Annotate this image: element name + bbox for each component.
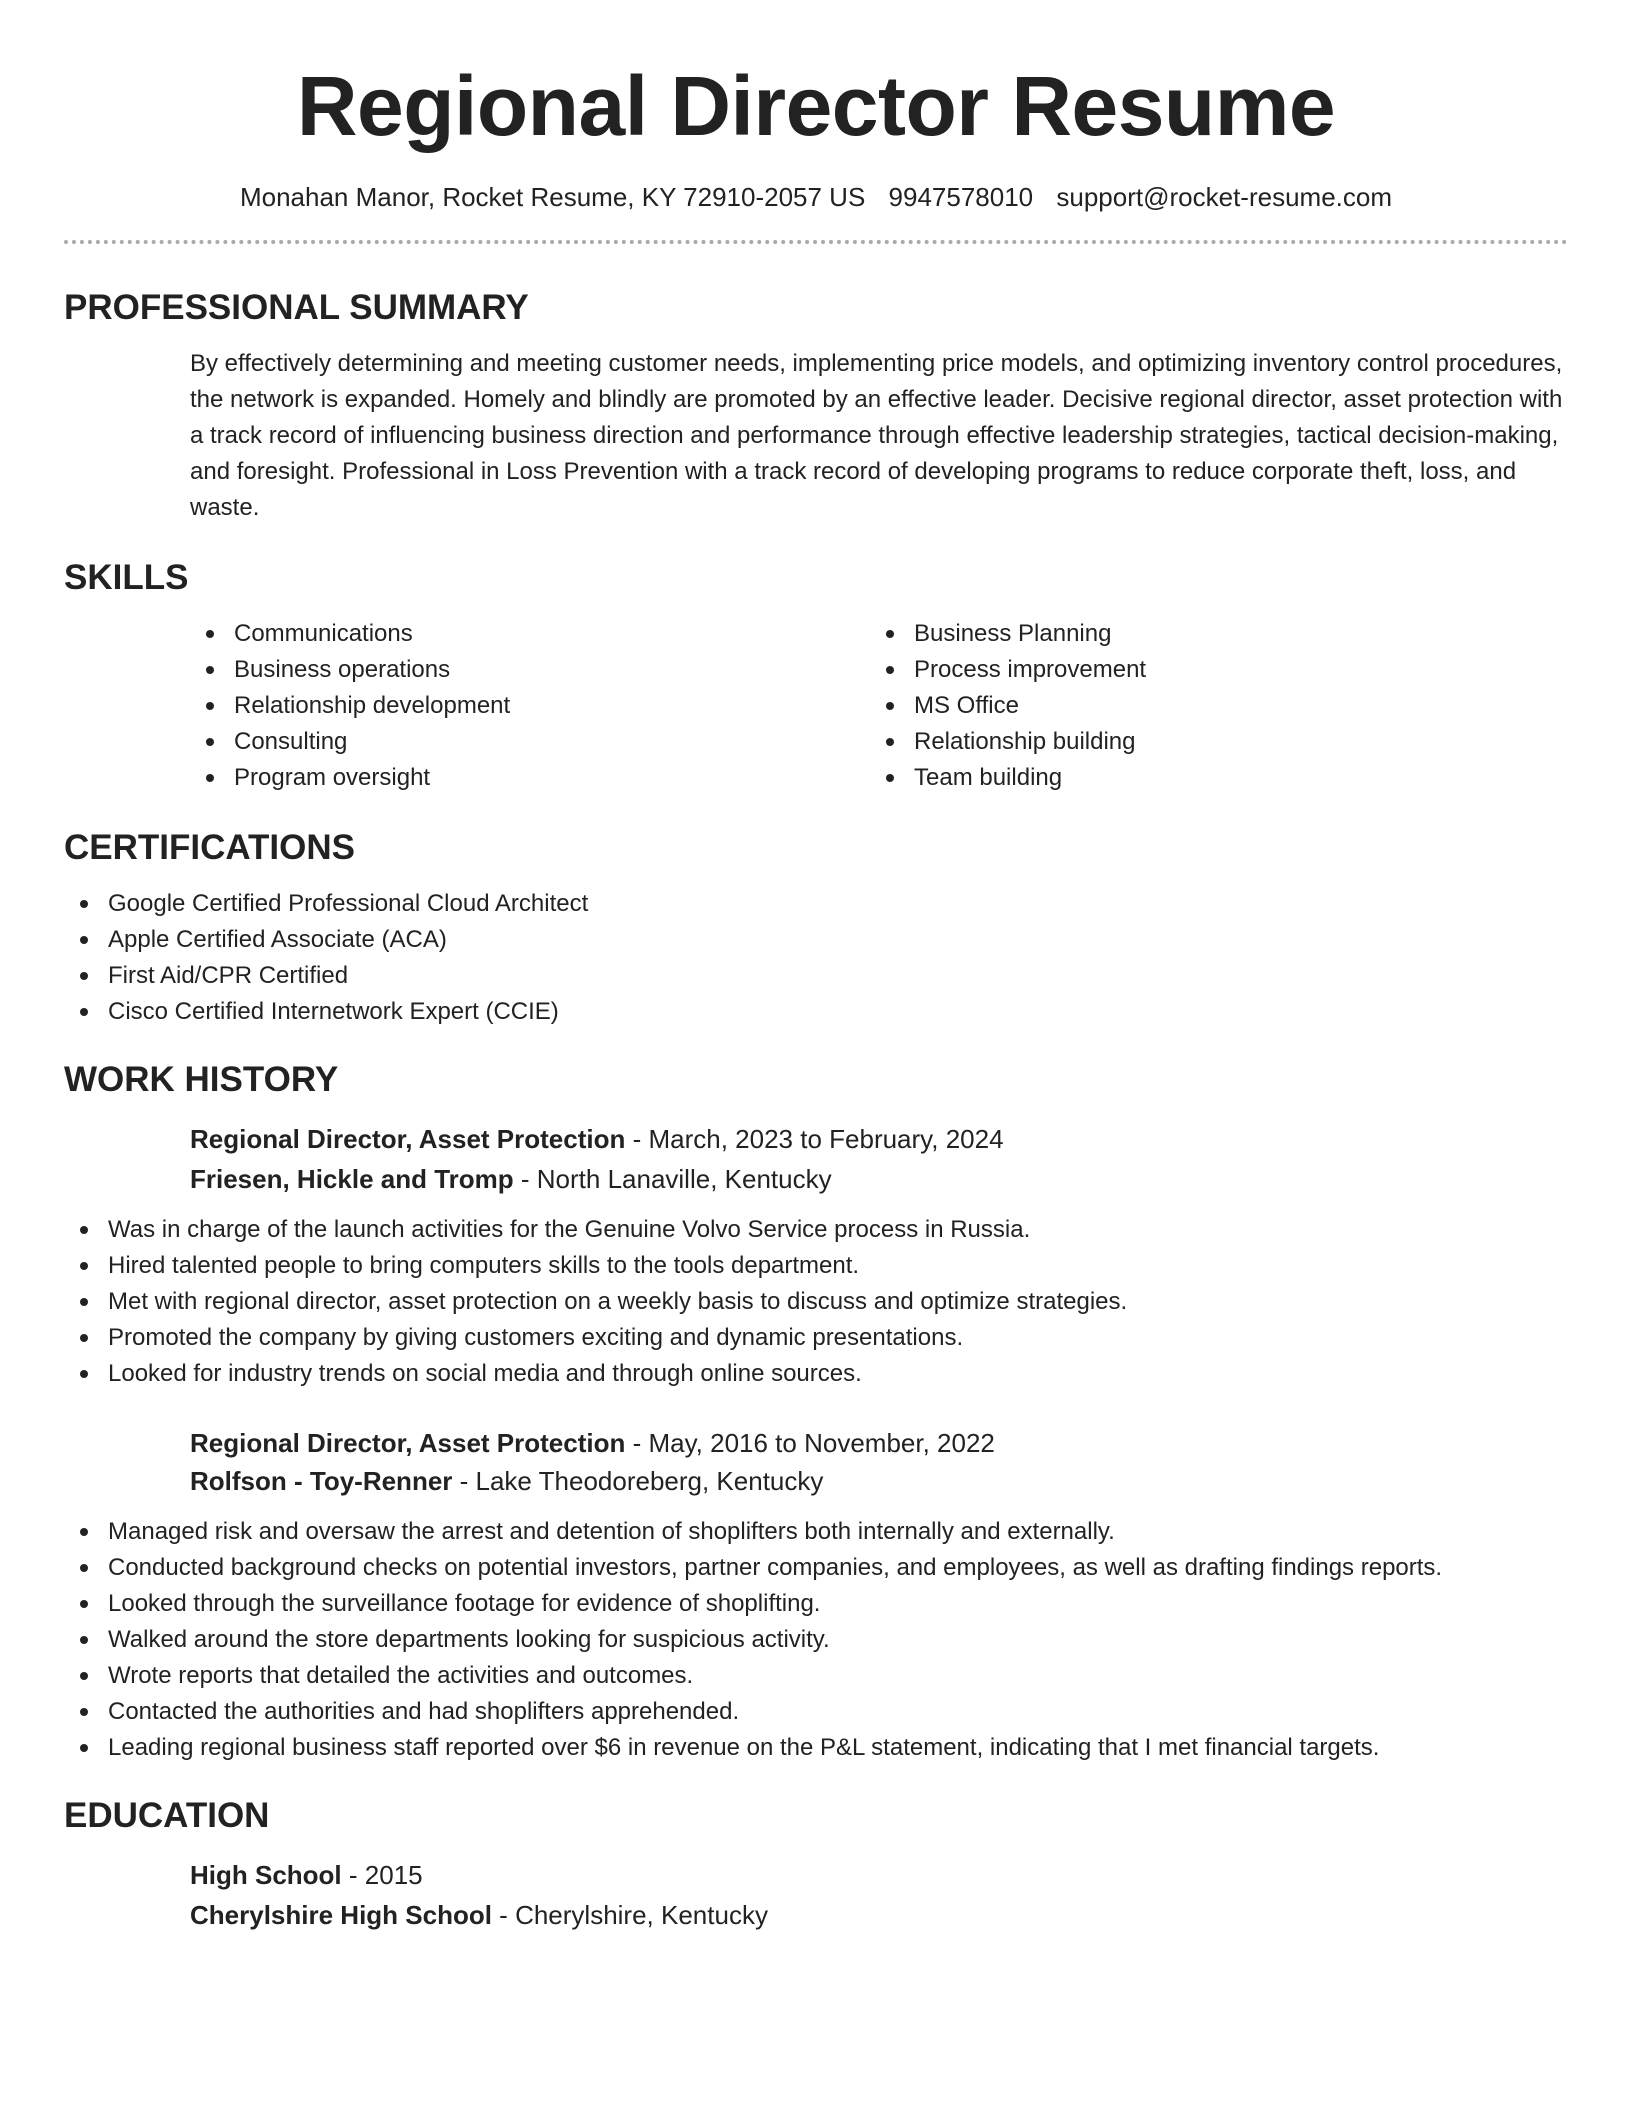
contact-email: support@rocket-resume.com bbox=[1056, 182, 1393, 212]
certification-item: Apple Certified Associate (ACA) bbox=[64, 922, 1568, 958]
certifications-section bbox=[64, 826, 1568, 1030]
separator: - bbox=[491, 1900, 516, 1930]
job-bullet: Promoted the company by giving customers exciting and dynamic presentations. bbox=[64, 1320, 1568, 1356]
separator: - bbox=[341, 1860, 365, 1890]
job-bullet: Walked around the store departments looking for suspicious activity. bbox=[64, 1622, 1568, 1658]
resume-title: Regional Director Resume bbox=[296, 59, 1336, 153]
work-heading: WORK HISTORY bbox=[64, 1060, 339, 1099]
education-school-line bbox=[190, 1896, 1568, 1934]
job-bullet: Contacted the authorities and had shoplifters apprehended. bbox=[64, 1694, 1568, 1730]
skill-item: Communications bbox=[190, 616, 870, 652]
skill-item: Business operations bbox=[190, 652, 870, 688]
job-entry bbox=[190, 1424, 1568, 1500]
certifications-heading: CERTIFICATIONS bbox=[64, 828, 356, 867]
skill-item: Relationship building bbox=[870, 724, 1550, 760]
summary-section bbox=[64, 286, 1568, 526]
contact-address: Monahan Manor, Rocket Resume, KY 72910-2057 US bbox=[239, 182, 866, 212]
skill-item: Consulting bbox=[190, 724, 870, 760]
skill-item: Business Planning bbox=[870, 616, 1550, 652]
job-bullet: Leading regional business staff reported over $6 in revenue on the P&L statement, indicating that I met financial targets. bbox=[64, 1730, 1568, 1766]
skill-item: Program oversight bbox=[190, 760, 870, 796]
separator: - bbox=[452, 1466, 476, 1496]
contact-line bbox=[64, 180, 1568, 214]
skills-heading: SKILLS bbox=[64, 558, 189, 597]
education-year: 2015 bbox=[364, 1860, 423, 1890]
job-bullet: Hired talented people to bring computers skills to the tools department. bbox=[64, 1248, 1568, 1284]
job-bullet: Was in charge of the launch activities for the Genuine Volvo Service process in Russia. bbox=[64, 1212, 1568, 1248]
job-company: Rolfson - Toy-Renner bbox=[190, 1466, 453, 1496]
job-bullet: Conducted background checks on potential investors, partner companies, and employees, as well as drafting findings reports. bbox=[64, 1550, 1568, 1586]
skill-item: Process improvement bbox=[870, 652, 1550, 688]
job-location: Lake Theodoreberg, Kentucky bbox=[475, 1466, 824, 1496]
job-bullets bbox=[64, 1514, 1568, 1766]
education-location: Cherylshire, Kentucky bbox=[515, 1900, 768, 1930]
skills-right-list bbox=[870, 616, 1550, 796]
job-dates: March, 2023 to February, 2024 bbox=[648, 1124, 1004, 1154]
job-title: Regional Director, Asset Protection bbox=[190, 1124, 626, 1154]
job-bullets bbox=[64, 1212, 1568, 1392]
header-divider bbox=[64, 240, 1568, 244]
separator: - bbox=[625, 1124, 649, 1154]
skill-item: MS Office bbox=[870, 688, 1550, 724]
certification-item: First Aid/CPR Certified bbox=[64, 958, 1568, 994]
education-school: Cherylshire High School bbox=[190, 1900, 492, 1930]
job-title: Regional Director, Asset Protection bbox=[190, 1428, 626, 1458]
job-bullet: Wrote reports that detailed the activities and outcomes. bbox=[64, 1658, 1568, 1694]
certification-item: Cisco Certified Internetwork Expert (CCIE) bbox=[64, 994, 1568, 1030]
certification-item: Google Certified Professional Cloud Architect bbox=[64, 886, 1568, 922]
job-company-line bbox=[190, 1160, 1568, 1198]
job-company: Friesen, Hickle and Tromp bbox=[190, 1164, 514, 1194]
job-entry bbox=[190, 1120, 1568, 1198]
certifications-list bbox=[64, 886, 1568, 1030]
skills-grid bbox=[190, 616, 1568, 796]
job-dates: May, 2016 to November, 2022 bbox=[648, 1428, 995, 1458]
work-section bbox=[64, 1058, 1568, 1766]
education-heading: EDUCATION bbox=[64, 1796, 270, 1835]
contact-phone: 9947578010 bbox=[888, 182, 1034, 212]
separator: - bbox=[513, 1164, 537, 1194]
job-title-line bbox=[190, 1424, 1568, 1462]
education-degree-line bbox=[190, 1856, 1568, 1894]
job-company-line bbox=[190, 1462, 1568, 1500]
skills-section bbox=[64, 556, 1568, 796]
education-section bbox=[64, 1794, 1568, 1934]
job-bullet: Looked through the surveillance footage for evidence of shoplifting. bbox=[64, 1586, 1568, 1622]
job-title-line bbox=[190, 1120, 1568, 1158]
summary-heading: PROFESSIONAL SUMMARY bbox=[64, 288, 529, 327]
education-entry bbox=[190, 1856, 1568, 1934]
job-bullet: Looked for industry trends on social media and through online sources. bbox=[64, 1356, 1568, 1392]
skill-item: Team building bbox=[870, 760, 1550, 796]
summary-text: By effectively determining and meeting customer needs, implementing price models, and optimizing inventory control procedures, the network is expanded. Homely and blindly are promoted by an effective leader. Decisive regional director, asset protection with a track record of influencing business direction and performance through effective leadership strategies, tactical decision-making, and foresight. Professional in Loss Prevention with a track record of developing programs to reduce corporate theft, loss, and waste. bbox=[190, 350, 1563, 521]
education-degree: High School bbox=[190, 1860, 342, 1890]
job-bullet: Met with regional director, asset protection on a weekly basis to discuss and optimize strategies. bbox=[64, 1284, 1568, 1320]
skills-left-list bbox=[190, 616, 870, 796]
separator: - bbox=[625, 1428, 649, 1458]
skill-item: Relationship development bbox=[190, 688, 870, 724]
job-location: North Lanaville, Kentucky bbox=[536, 1164, 832, 1194]
job-bullet: Managed risk and oversaw the arrest and detention of shoplifters both internally and externally. bbox=[64, 1514, 1568, 1550]
